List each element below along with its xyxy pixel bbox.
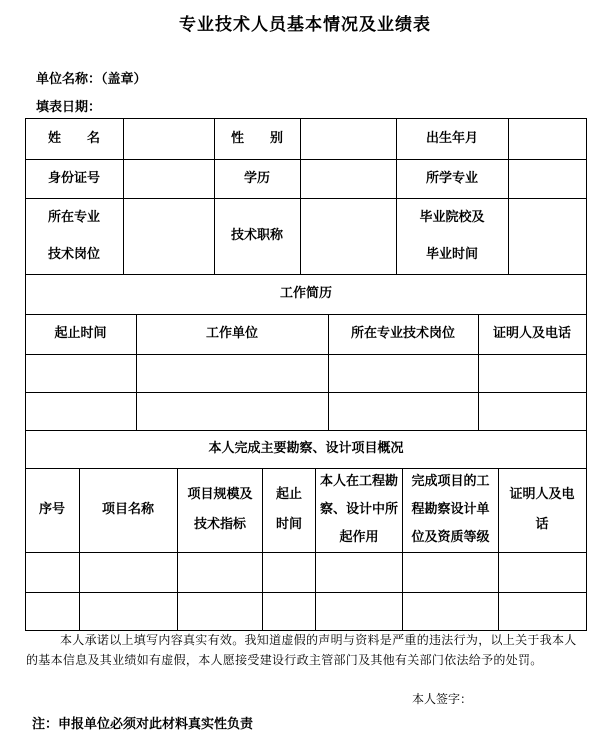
id-field[interactable] (123, 159, 214, 198)
gender-label: 性 别 (230, 130, 283, 146)
footnote: 注：申报单位必须对此材料真实性负责 (32, 717, 254, 732)
project-row[interactable] (25, 552, 587, 592)
proj-col-name: 项目名称 (101, 502, 154, 517)
education-field[interactable] (300, 159, 396, 198)
proj-col-reference: 证明人及电话 (509, 487, 575, 532)
work-col-employer: 工作单位 (205, 326, 258, 341)
work-col-period: 起止时间 (54, 326, 107, 341)
education-label: 学历 (243, 170, 270, 186)
fill-date-label: 填表日期： (36, 100, 102, 115)
work-row[interactable] (25, 354, 587, 392)
work-history-header: 工作简历 (279, 286, 332, 301)
projects-header: 本人完成主要勘察、设计项目概况 (208, 441, 404, 456)
school-label-line2: 毕业时间 (425, 247, 478, 262)
work-col-reference: 证明人及电话 (492, 326, 571, 341)
work-row[interactable] (25, 392, 587, 430)
school-field[interactable] (508, 198, 586, 274)
project-row[interactable] (25, 592, 587, 630)
proj-col-unit: 完成项目的工程勘察设计单位及资质等级 (411, 474, 490, 545)
unit-name-label: 单位名称：（盖章） (36, 72, 147, 87)
proj-col-scale: 项目规模及技术指标 (187, 487, 253, 532)
post-label-line1: 所在专业 (47, 210, 100, 225)
post-label (25, 198, 123, 274)
major-field[interactable] (508, 159, 586, 198)
work-col-post: 所在专业技术岗位 (350, 326, 455, 341)
post-label-line2: 技术岗位 (47, 247, 100, 262)
id-label: 身份证号 (47, 170, 100, 186)
page-title: 专业技术人员基本情况及业绩表 (179, 15, 431, 35)
major-label: 所学专业 (425, 170, 478, 186)
birth-label: 出生年月 (425, 130, 478, 146)
signature-label: 本人签字： (412, 692, 473, 706)
title-label: 技术职称 (230, 228, 283, 243)
title-field[interactable] (300, 198, 396, 274)
proj-col-period: 起止时间 (275, 487, 302, 532)
gender-field[interactable] (300, 118, 396, 159)
post-field[interactable] (123, 198, 214, 274)
school-label-line1: 毕业院校及 (419, 210, 485, 225)
pledge-statement: 本人承诺以上填写内容真实有效。我知道虚假的声明与资料是严重的违法行为，以上关于我本人的基本信息及其业绩如有虚假，本人愿接受建设行政主管部门及其他有关部门依法给予的处罚。 (26, 633, 577, 667)
proj-col-role: 本人在工程勘察、设计中所起作用 (319, 474, 398, 545)
proj-col-index: 序号 (38, 502, 65, 517)
school-label (396, 198, 508, 274)
birth-field[interactable] (508, 118, 586, 159)
name-field[interactable] (123, 118, 214, 159)
name-label: 姓 名 (47, 130, 100, 146)
